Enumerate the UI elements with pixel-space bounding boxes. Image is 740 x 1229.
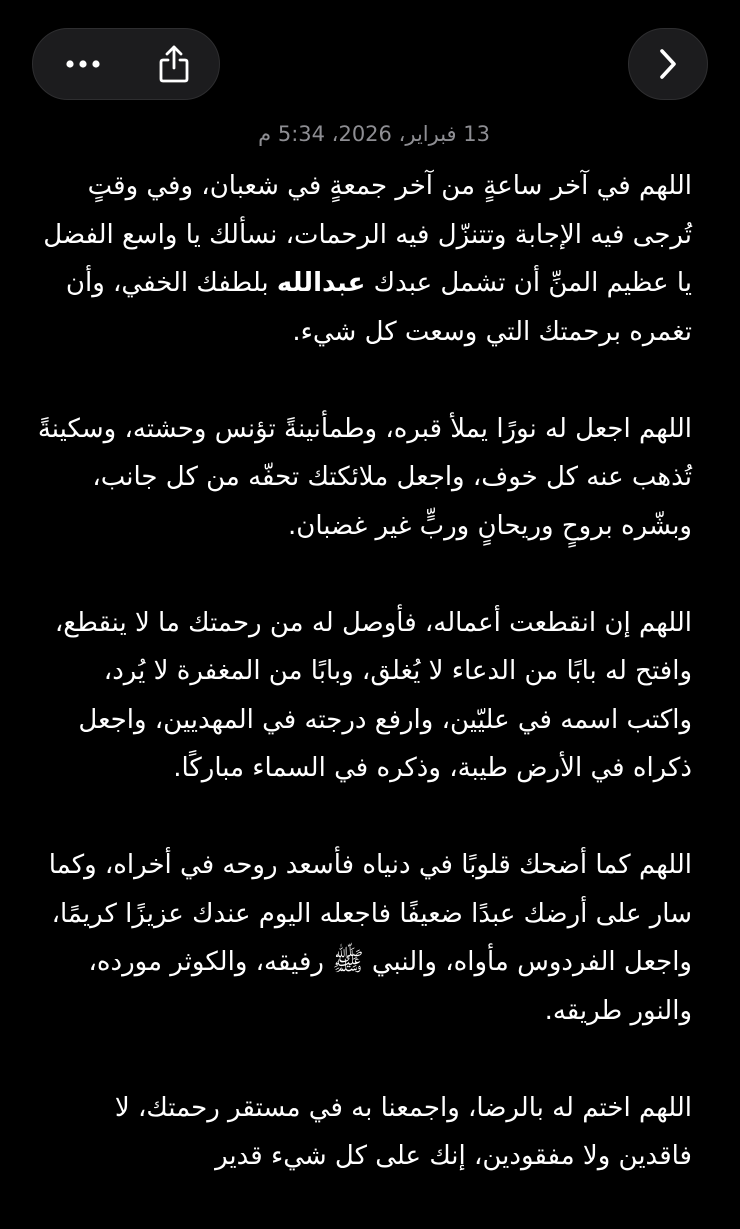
note-date: 13 فبراير، 2026، 5:34 م [258,122,490,146]
paragraph-4: اللهم كما أضحك قلوبًا في دنياه فأسعد روحه في أخراه، وكما سار على أرضك عبدًا ضعيفًا فاجعله اليوم عندك عزيزًا كريمًا، واجعل الفردوس مأواه، والنبي ﷺ رفيقه، والكوثر مورده، والنور طريقه. [48,850,692,1026]
ellipsis-icon [65,59,101,69]
bold-name: عبدالله [276,268,366,298]
paragraph-1-after: بلطفك الخفي، وأن تغمره برحمتك التي وسعت كل شيء. [65,268,692,347]
paragraph-5: اللهم اختم له بالرضا، واجمعنا به في مستقر رحمتك، لا فاقدين ولا مفقودين، إنك على كل شيء قدير [114,1092,692,1171]
more-button[interactable] [33,28,128,100]
share-icon [157,44,191,84]
share-button[interactable] [128,28,219,100]
paragraph-1 [36,162,692,356]
top-toolbar [32,28,708,100]
chevron-right-icon [658,48,678,80]
note-body[interactable] [36,162,692,1229]
paragraph-1-before: اللهم في آخر ساعةٍ من آخر جمعةٍ في شعبان، وفي وقتٍ تُرجى فيه الإجابة وتتنزّل فيه الرحمات، نسألك يا واسع الفضل يا عظيم المنِّ أن تشمل عبدك [43,171,692,298]
paragraph-2: اللهم اجعل له نورًا يملأ قبره، وطمأنينةً تؤنس وحشته، وسكينةً تُذهب عنه كل خوف، واجعل ملائكتك تحفّه من كل جانب، وبشّره بروحٍ وريحانٍ وربٍّ غير غضبان. [37,413,692,541]
paragraph-3: اللهم إن انقطعت أعماله، فأوصل له من رحمتك ما لا ينقطع، وافتح له بابًا من الدعاء لا يُغلق، وبابًا من المغفرة لا يُرد، واكتب اسمه في عليّين، وارفع درجته في المهديين، واجعل ذكراه في الأرض طيبة، وذكره في السماء مباركًا. [54,607,692,783]
forward-button[interactable] [628,28,708,100]
actions-pill [32,28,220,100]
